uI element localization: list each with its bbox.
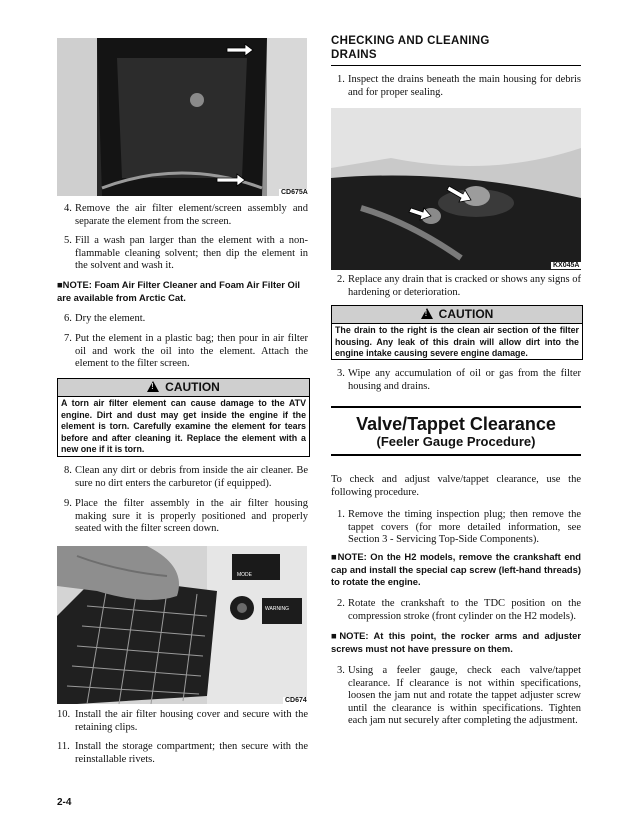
step-number: 3. [337,368,345,379]
step-9 [64,498,308,536]
title-rule-top [331,406,581,408]
section-title-valve: Valve/Tappet Clearance [356,414,556,434]
step-text: Clean any dirt or debris from inside the air cleaner. Be sure no dirt enters the carburetor (if equipped). [75,465,308,489]
step-number: 5. [64,235,72,246]
caution-title: CAUTION [438,307,494,321]
step-5 [64,235,308,273]
step-text: Fill a wash pan larger than the element with a non-flammable cleaning solvent; then dip the element in the solvent and wash it. [75,235,308,271]
step-number: 7. [64,333,72,344]
step-number: 8. [64,465,72,476]
step-text: Using a feeler gauge, check each valve/tappet clearance. If clearance is not within specifications, loosen the jam nut and rotate the tappet adjuster screw until the clearance is within specifications. Tighten each jam nut securely after completing the adjustment. [348,665,581,726]
step-text: Install the storage compartment; then secure with the reinstallable rivets. [75,741,308,765]
note-text: NOTE: On the H2 models, remove the crankshaft end cap and install the special cap screw (left-hand threads) to rotate the engine. [331,551,581,587]
step-10 [57,709,308,734]
step-8 [64,465,308,490]
step-text: Wipe any accumulation of oil or gas from the filter housing and drains. [348,368,581,392]
filter-installation-photo [57,546,307,704]
step-text: Remove the timing inspection plug; then remove the tappet covers (for more detailed information, see Section 3 - Servicing Top-Side Components). [348,509,581,545]
air-filter-housing-photo [57,38,307,196]
heading-line-1: CHECKING AND CLEANING [331,35,490,47]
drains-step-1 [337,74,581,99]
step-text: Dry the element. [75,313,146,324]
step-number: 3. [337,665,345,676]
step-number: 2. [337,598,345,609]
step-4 [64,203,308,228]
note-bullet-icon: ■ [331,630,340,641]
caution-header [58,379,309,397]
section-heading-drains [331,34,581,62]
drain-photo [331,108,581,270]
step-text: Place the filter assembly in the air filter housing making sure it is properly positioned and properly seated with the filter screen down. [75,498,308,534]
caution-header [332,306,582,324]
caution-title: CAUTION [165,380,220,394]
step-text: Put the element in a plastic bag; then pour in air filter oil and work the oil into the element. Attach the element to the filter screen. [75,333,308,369]
step-text: Remove the air filter element/screen assembly and separate the element from the screen. [75,203,308,227]
step-6 [64,313,308,326]
note-h2-crankshaft [331,551,581,589]
mode-label: MODE [237,572,252,578]
step-number: 2. [337,274,345,285]
warning-triangle-icon [421,308,433,319]
warning-label: WARNING [265,606,289,612]
step-number: 1. [337,74,345,85]
section-subtitle-valve: (Feeler Gauge Procedure) [376,434,536,449]
photo-code-cd674: CD674 [285,697,307,704]
warning-triangle-icon [147,381,159,392]
note-text: NOTE: At this point, the rocker arms and adjuster screws must not have pressure on them. [331,630,581,654]
step-number: 11. [57,741,70,752]
note-rocker-arms [331,630,581,655]
valve-step-2 [337,598,581,623]
note-bullet-icon: ■ [331,551,338,562]
step-text: Replace any drain that is cracked or shows any signs of hardening or deterioration. [348,274,581,298]
step-number: 4. [64,203,72,214]
valve-intro: To check and adjust valve/tappet clearance, use the following procedure. [331,474,581,498]
caution-box-torn-filter [57,378,310,457]
photo-code-kx045a: KX045A [553,262,580,269]
drains-step-3 [337,368,581,393]
note-text: NOTE: Foam Air Filter Cleaner and Foam Air Filter Oil are available from Arctic Cat. [57,279,301,303]
page-number: 2-4 [57,797,72,808]
step-text: Install the air filter housing cover and secure with the retaining clips. [75,709,308,733]
step-11 [57,741,308,766]
step-number: 1. [337,509,345,520]
step-text: Rotate the crankshaft to the TDC position on the compression stroke (front cylinder on the H2 models). [348,598,581,622]
note-foam-filter [57,279,308,304]
step-number: 6. [64,313,72,324]
caution-text: The drain to the right is the clean air section of the filter housing. Any leak of this drain will allow dirt into the engine intake causing severe engine damage. [335,325,579,358]
note-bullet-icon: ■ [57,279,63,290]
caution-text: A torn air filter element can cause damage to the ATV engine. Dirt and dust may get inside the engine if the element is torn. Carefully examine the element for tears before and after cleaning it. Replace the element with a new one if it is torn. [61,398,306,454]
title-rule-bottom [331,454,581,456]
step-number: 9. [64,498,72,509]
valve-step-1 [337,509,581,547]
step-number: 10. [57,709,71,720]
valve-step-3 [337,665,581,728]
caution-box-drain [331,305,583,360]
step-text: Inspect the drains beneath the main housing for debris and for proper sealing. [348,74,581,98]
step-7 [64,333,308,371]
drains-step-2 [337,274,581,299]
heading-line-2: DRAINS [331,49,377,61]
photo-code-cd675a: CD675A [281,189,308,196]
heading-rule [331,65,581,66]
